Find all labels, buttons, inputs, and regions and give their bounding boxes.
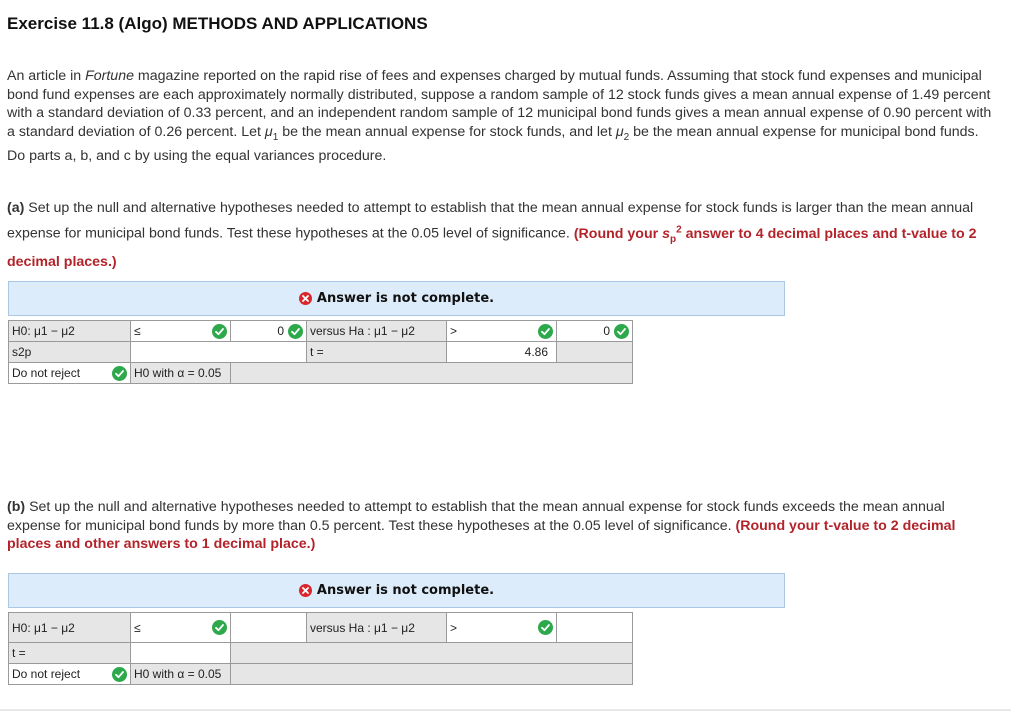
intro-paragraph: An article in Fortune magazine reported on the rapid rise of fees and expenses charged by mutual funds. Assuming that stock fund expenses and municipal bond fund expenses are each approximately normally distributed, suppose a random sample of 12 stock funds gives a mean annual expense of 1.49 percent with a standard deviation of 0.33 percent, and an independent random sample of 12 municipal bond funds gives a mean annual expense of 0.90 percent with a standard deviation of 0.26 percent. Let $\mu_1$ be the mean annual expense for stock funds, and let $\mu_2$ be the mean annual expense for municipal bond funds. Do parts a, b, and c by using the equal variances procedure.	[7, 68, 992, 164]
s2p-label: s2p	[9, 342, 131, 363]
correct-check-icon	[212, 324, 227, 339]
part-a-answer-table	[8, 320, 633, 384]
part-b-prompt: (b) Set up the null and alternative hypotheses needed to attempt to establish that the mean annual expense for stock funds exceeds the mean annual expense for municipal bond funds by more than 0.5 percent. Test these hypotheses at the 0.05 level of significance. (Round your t-value to 2 decimal places and other answers to 1 decimal place.)	[7, 499, 956, 552]
correct-check-icon	[614, 324, 629, 339]
t-label: t =	[307, 342, 447, 363]
t-label: t =	[9, 643, 131, 664]
empty-cell	[231, 643, 633, 664]
magazine-name: Fortune	[85, 68, 134, 84]
h0-operator-select[interactable]: ≤	[131, 321, 231, 342]
ha-value-input[interactable]: 0	[557, 321, 633, 342]
correct-check-icon	[212, 620, 227, 635]
decision-text: H0 with α = 0.05	[131, 664, 231, 685]
correct-check-icon	[112, 366, 127, 381]
ha-operator-select[interactable]: >	[447, 321, 557, 342]
ha-label: versus Ha : μ1 − μ2	[307, 613, 447, 643]
ha-operator-select[interactable]: >	[447, 613, 557, 643]
s2p-input[interactable]	[131, 342, 307, 363]
correct-check-icon	[288, 324, 303, 339]
error-x-icon	[299, 584, 312, 597]
correct-check-icon	[538, 620, 553, 635]
h0-label: H0: μ1 − μ2	[9, 613, 131, 643]
ha-value-input[interactable]	[557, 613, 633, 643]
decision-select[interactable]: Do not reject	[9, 363, 131, 384]
correct-check-icon	[538, 324, 553, 339]
correct-check-icon	[112, 667, 127, 682]
t-value-input[interactable]: 4.86	[447, 342, 557, 363]
h0-value-input[interactable]	[231, 613, 307, 643]
error-x-icon	[299, 292, 312, 305]
decision-select[interactable]: Do not reject	[9, 664, 131, 685]
h0-label: H0: μ1 − μ2	[9, 321, 131, 342]
part-a-status-banner: Answer is not complete.	[8, 281, 785, 316]
h0-value-input[interactable]: 0	[231, 321, 307, 342]
empty-cell	[231, 363, 633, 384]
ha-label: versus Ha : μ1 − μ2	[307, 321, 447, 342]
h0-operator-select[interactable]: ≤	[131, 613, 231, 643]
empty-cell	[231, 664, 633, 685]
divider	[0, 709, 1011, 711]
t-value-input[interactable]	[131, 643, 231, 664]
exercise-title: Exercise 11.8 (Algo) METHODS AND APPLICATIONS	[7, 14, 428, 33]
part-a-prompt: (a) Set up the null and alternative hypotheses needed to attempt to establish that the mean annual expense for stock funds is larger than the mean annual expense for municipal bond funds. Test these hypotheses at the 0.05 level of significance. (Round your $s_p^2$ answer to 4 decimal places and t-value to 2 decimal places.)	[7, 200, 977, 270]
part-b-status-banner: Answer is not complete.	[8, 573, 785, 608]
empty-cell	[557, 342, 633, 363]
decision-text: H0 with α = 0.05	[131, 363, 231, 384]
part-b-answer-table	[8, 612, 633, 685]
